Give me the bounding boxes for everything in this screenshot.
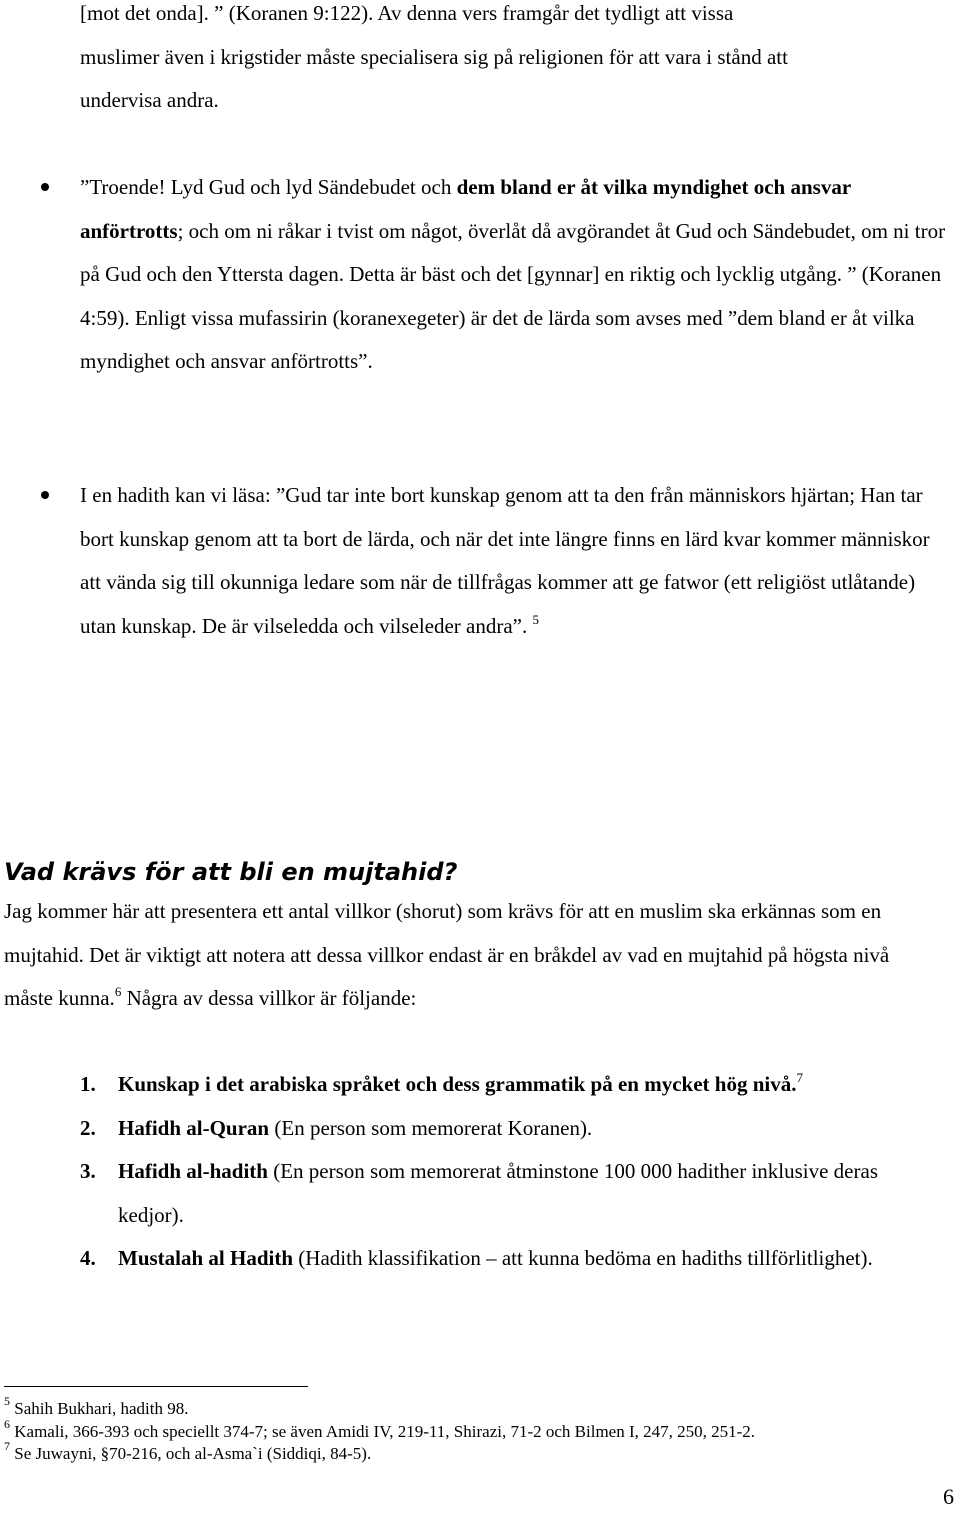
footnote-number: 6 xyxy=(4,1416,10,1431)
intro-line-3: undervisa andra. xyxy=(80,88,219,112)
footnote-text: Sahih Bukhari, hadith 98. xyxy=(14,1399,189,1418)
footnotes xyxy=(4,1394,954,1466)
list-item-title: Hafidh al-Quran xyxy=(118,1115,270,1140)
intro-paragraph xyxy=(80,0,952,123)
page-number: 6 xyxy=(943,1484,954,1509)
list-item-text: (En person som memorerat åtminstone 100 000 hadither inklusive deras kedjor). xyxy=(118,1159,878,1227)
list-number: 4. xyxy=(80,1246,96,1270)
list-item-title: Hafidh al-hadith xyxy=(118,1159,268,1183)
list-item-text: (Hadith klassifikation – att kunna bedöma en hadiths tillförlitlighet). xyxy=(293,1246,873,1270)
footnote xyxy=(4,1394,954,1421)
intro-line-2: muslimer även i krigstider måste specialisera sig på religionen för att vara i stånd att xyxy=(80,44,788,69)
list-item xyxy=(0,1237,878,1281)
intro-line-1: [mot det onda]. ” (Koranen 9:122). Av denna vers framgår det tydligt att vissa xyxy=(80,1,734,25)
footnote-number: 5 xyxy=(4,1394,10,1409)
list-item-title: Mustalah al Hadith xyxy=(118,1246,294,1270)
footnote-text: Se Juwayni, §70-216, och al-Asma`i (Siddiqi, 84-5). xyxy=(14,1444,372,1463)
list-item-title: Kunskap i det arabiska språket och dess grammatik på en mycket hög nivå. xyxy=(118,1072,797,1096)
footnote-text: Kamali, 366-393 och speciellt 374-7; se även Amidi IV, 219-11, Shirazi, 71-2 och Bilmen I, 247, 250, 251-2. xyxy=(14,1421,756,1441)
quote-text: ”Troende! Lyd Gud och lyd Sändebudet och xyxy=(80,175,457,199)
list-number: 1. xyxy=(80,1072,96,1096)
section-text: Jag kommer här att presentera ett antal villkor (shorut) som krävs för att en muslim ska erkännas som en mujtahid. Det är viktigt att notera att dessa villkor endast är en bråkdel av vad en mujtahid på högsta nivå måste kunna. xyxy=(4,899,890,1010)
footnote xyxy=(4,1416,954,1444)
section-paragraph xyxy=(4,890,929,1021)
bullet-dot-icon xyxy=(41,491,49,499)
list-item xyxy=(0,1063,918,1107)
footnote-number: 7 xyxy=(4,1439,10,1454)
quote-emphasis: dem bland er åt vilka myndighet och ansvar anförtrotts xyxy=(80,175,851,243)
footnote-divider xyxy=(4,1386,308,1387)
section-heading: Vad krävs för att bli en mujtahid? xyxy=(4,858,458,886)
footnote-ref[interactable]: 5 xyxy=(532,611,539,627)
bullet-paragraph-hadith xyxy=(80,474,952,648)
list-number: 2. xyxy=(80,1115,96,1140)
hadith-text: I en hadith kan vi läsa: ”Gud tar inte bort kunskap genom att ta den från människors hjärtan; Han tar bort kunskap genom att ta bort de lärda, och när det inte längre finns en lärd kvar kommer människor att vända sig till okunniga ledare som när de tillfrågas kommer att ge fatwor (ett religiöst utlåtande) utan kunskap. De är vilseledda och vilseleder andra”. xyxy=(80,483,930,638)
requirements-list xyxy=(0,1063,960,1281)
section-text-continued: Några av dessa villkor är följande: xyxy=(121,986,417,1010)
footnote-ref[interactable]: 7 xyxy=(796,1070,803,1085)
footnote-ref[interactable]: 6 xyxy=(114,984,122,999)
bullet-dot-icon xyxy=(41,183,49,191)
footnote xyxy=(4,1439,954,1466)
bullet-paragraph-quran xyxy=(80,166,952,384)
list-item-text: (En person som memorerat Koranen). xyxy=(269,1115,593,1140)
list-number: 3. xyxy=(80,1159,96,1183)
list-item xyxy=(0,1150,888,1237)
list-item xyxy=(0,1107,918,1151)
quote-text-continued: ; och om ni råkar i tvist om något, överlåt då avgörandet åt Gud och Sändebudet, om ni tror på Gud och den Yttersta dagen. Detta är bäst och det [gynnar] en riktig och lycklig utgång. ” (Koranen 4:59). Enligt vissa mufassirin (koranexegeter) är det de lärda som avses med ”dem bland er åt vilka myndighet och ansvar anförtrotts”. xyxy=(80,218,946,373)
